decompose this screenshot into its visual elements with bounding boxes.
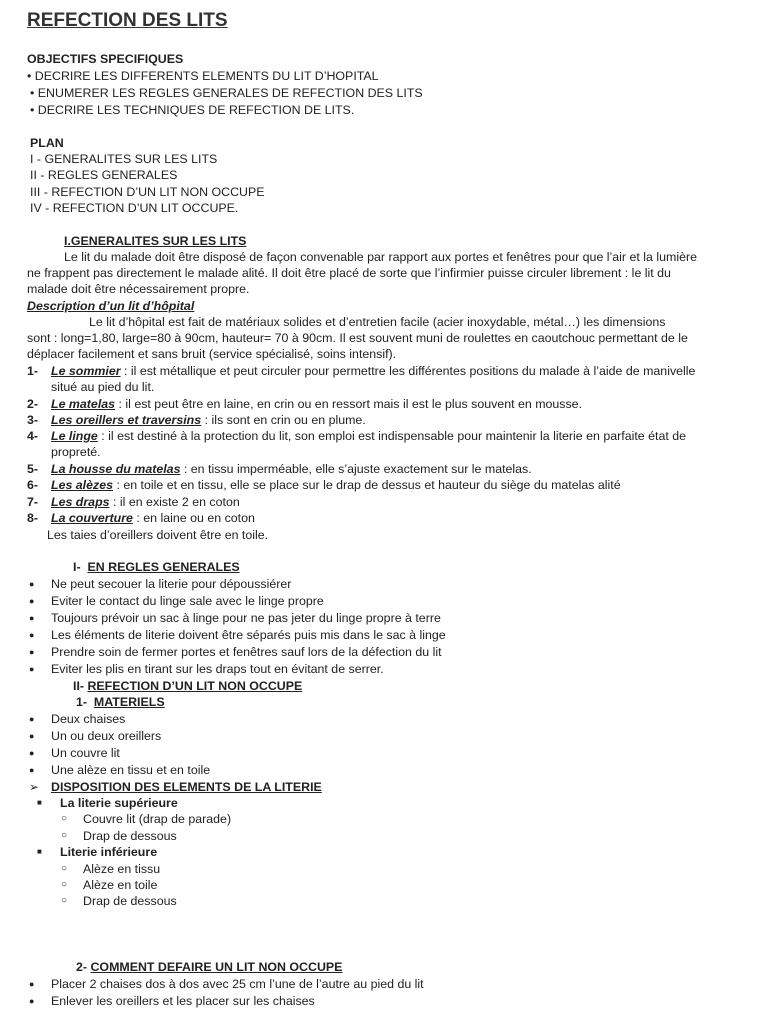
- circle-bullet-icon: ○: [61, 863, 68, 874]
- list-item: Une alèze en tissu et en toile: [51, 763, 211, 777]
- subsection-title: COMMENT DEFAIRE UN LIT NON OCCUPE: [90, 960, 343, 974]
- element-item: [27, 510, 255, 526]
- arrow-bullet-icon: ➢: [29, 780, 40, 794]
- element-number: 8-: [27, 511, 39, 525]
- element-term: La couverture: [51, 511, 133, 525]
- paragraph-line: sont : long=1,80, large=80 à 90cm, hauteur= 70 à 90cm. Il est souvent muni de roulettes en caoutchouc permettant de le: [27, 331, 688, 345]
- element-number: 5-: [27, 462, 39, 476]
- description-heading: Description d’un lit d’hôpital: [27, 299, 195, 313]
- list-item: Alèze en tissu: [83, 862, 161, 876]
- element-text: : ils sont en crin ou en plume.: [201, 413, 366, 427]
- bullet-icon: ●: [29, 748, 35, 758]
- bullet-icon: ●: [29, 596, 35, 606]
- element-text: : en toile et en tissu, elle se place sur le drap de dessus et hauteur du siège du matelas alité: [113, 478, 621, 492]
- bullet-icon: ●: [29, 613, 35, 623]
- list-item: Couvre lit (drap de parade): [83, 812, 232, 826]
- square-bullet-icon: ■: [37, 847, 42, 856]
- section-heading-generalites: I.GENERALITES SUR LES LITS: [64, 234, 247, 248]
- element-number: 3-: [27, 413, 39, 427]
- objectifs-heading: OBJECTIFS SPECIFIQUES: [27, 52, 184, 66]
- element-item: [27, 461, 532, 477]
- element-term: Les alèzes: [51, 478, 113, 492]
- circle-bullet-icon: ○: [61, 879, 68, 890]
- bullet-icon: ●: [29, 630, 35, 640]
- subsection-heading-materiels: [76, 694, 165, 710]
- element-number: 1-: [27, 364, 39, 378]
- element-item: [27, 363, 695, 379]
- bullet-icon: ●: [29, 714, 35, 724]
- list-item: Ne peut secouer la literie pour dépoussiérer: [51, 577, 292, 591]
- element-text: : en laine ou en coton: [132, 511, 255, 525]
- circle-bullet-icon: ○: [61, 895, 68, 906]
- element-text: : il est métallique et peut circuler pour permettre les différentes positions du malade à l’aide de manivelle: [120, 364, 696, 378]
- literie-inferieure-label: Literie inférieure: [60, 845, 158, 859]
- element-number: 2-: [27, 397, 39, 411]
- element-term: La housse du matelas: [51, 462, 181, 476]
- circle-bullet-icon: ○: [61, 813, 68, 824]
- section-prefix: I-: [73, 560, 81, 574]
- bullet-icon: ●: [29, 664, 35, 674]
- objectif-item: • ENUMERER LES REGLES GENERALES DE REFECTION DES LITS: [30, 86, 423, 100]
- plan-item: IV - REFECTION D’UN LIT OCCUPE.: [30, 201, 239, 215]
- list-item: Drap de dessous: [83, 894, 177, 908]
- subsection-prefix: 2-: [76, 960, 88, 974]
- subsection-heading-defaire: [76, 959, 342, 975]
- plan-item: II - REGLES GENERALES: [30, 168, 178, 182]
- subsection-title: MATERIELS: [93, 695, 165, 709]
- element-number: 7-: [27, 495, 39, 509]
- plan-item: I - GENERALITES SUR LES LITS: [30, 152, 218, 166]
- document-title: REFECTION DES LITS: [27, 10, 228, 31]
- list-item: Un ou deux oreillers: [51, 729, 162, 743]
- list-item: Eviter le contact du linge sale avec le linge propre: [51, 594, 324, 608]
- bullet-icon: ●: [29, 731, 35, 741]
- list-item: Alèze en toile: [83, 878, 158, 892]
- paragraph-line: malade doit être nécessairement propre.: [27, 282, 250, 296]
- bullet-icon: ●: [29, 996, 35, 1006]
- element-text: : il en existe 2 en coton: [109, 495, 240, 509]
- paragraph-line: Le lit d’hôpital est fait de matériaux solides et d’entretien facile (acier inoxydable, métal…) les dimensions: [89, 315, 666, 329]
- list-item: Les éléments de literie doivent être séparés puis mis dans le sac à linge: [51, 628, 446, 642]
- list-item: Prendre soin de fermer portes et fenêtres sauf lors de la défection du lit: [51, 645, 442, 659]
- bullet-icon: ●: [29, 979, 35, 989]
- square-bullet-icon: ■: [37, 798, 42, 807]
- element-continuation: situé au pied du lit.: [51, 380, 155, 394]
- list-item: Enlever les oreillers et les placer sur les chaises: [51, 994, 315, 1008]
- literie-superieure-label: La literie supérieure: [60, 796, 178, 810]
- paragraph-line: ne frappent pas directement le malade alité. Il doit être placé de sorte que l’infirmier puisse circuler librement : le lit du: [27, 266, 671, 280]
- element-number: 6-: [27, 478, 39, 492]
- disposition-heading: DISPOSITION DES ELEMENTS DE LA LITERIE: [51, 780, 322, 794]
- section-prefix: II-: [73, 679, 85, 693]
- list-item: Drap de dessous: [83, 829, 177, 843]
- element-item: [27, 494, 240, 510]
- paragraph-line: déplacer facilement et sans bruit (service spécialisé, soins intensif).: [27, 347, 397, 361]
- element-item: [27, 412, 366, 428]
- list-item: Placer 2 chaises dos à dos avec 25 cm l’une de l’autre au pied du lit: [51, 977, 424, 991]
- element-text: : il est peut être en laine, en crin ou en ressort mais il est le plus souvent en mousse.: [115, 397, 583, 411]
- element-term: Le linge: [51, 429, 98, 443]
- section-title: REFECTION D’UN LIT NON OCCUPE: [87, 679, 303, 693]
- list-item: Deux chaises: [51, 712, 126, 726]
- list-item: Toujours prévoir un sac à linge pour ne pas jeter du linge propre à terre: [51, 611, 441, 625]
- element-term: Les oreillers et traversins: [51, 413, 202, 427]
- bullet-icon: ●: [29, 647, 35, 657]
- section-title: EN REGLES GENERALES: [87, 560, 240, 574]
- list-item: Eviter les plis en tirant sur les draps tout en évitant de serrer.: [51, 662, 384, 676]
- circle-bullet-icon: ○: [61, 830, 68, 841]
- element-term: Le sommier: [51, 364, 121, 378]
- element-term: Le matelas: [51, 397, 116, 411]
- paragraph-line: Le lit du malade doit être disposé de façon convenable par rapport aux portes et fenêtres pour que l’air et la lumière: [64, 250, 697, 264]
- element-item: [27, 477, 621, 493]
- plan-item: III - REFECTION D’UN LIT NON OCCUPE: [30, 185, 265, 199]
- bullet-icon: ●: [29, 765, 35, 775]
- list-item: Un couvre lit: [51, 746, 120, 760]
- objectif-item: • DECRIRE LES DIFFERENTS ELEMENTS DU LIT D’HOPITAL: [27, 69, 379, 83]
- plan-heading: PLAN: [30, 136, 64, 150]
- bullet-icon: ●: [29, 579, 35, 589]
- element-term: Les draps: [51, 495, 110, 509]
- element-text: : il est destiné à la protection du lit, son emploi est indispensable pour maintenir la literie en parfaite état de: [97, 429, 687, 443]
- element-continuation: propreté.: [51, 445, 101, 459]
- section-heading-regles: [73, 559, 240, 575]
- element-item: [27, 396, 582, 412]
- element-number: 4-: [27, 429, 39, 443]
- element-item: [27, 428, 686, 444]
- subsection-prefix: 1-: [76, 695, 88, 709]
- section-heading-refection: [73, 678, 302, 694]
- note-line: Les taies d’oreillers doivent être en toile.: [47, 528, 269, 542]
- element-text: : en tissu imperméable, elle s’ajuste exactement sur le matelas.: [180, 462, 532, 476]
- objectif-item: • DECRIRE LES TECHNIQUES DE REFECTION DE LITS.: [30, 103, 355, 117]
